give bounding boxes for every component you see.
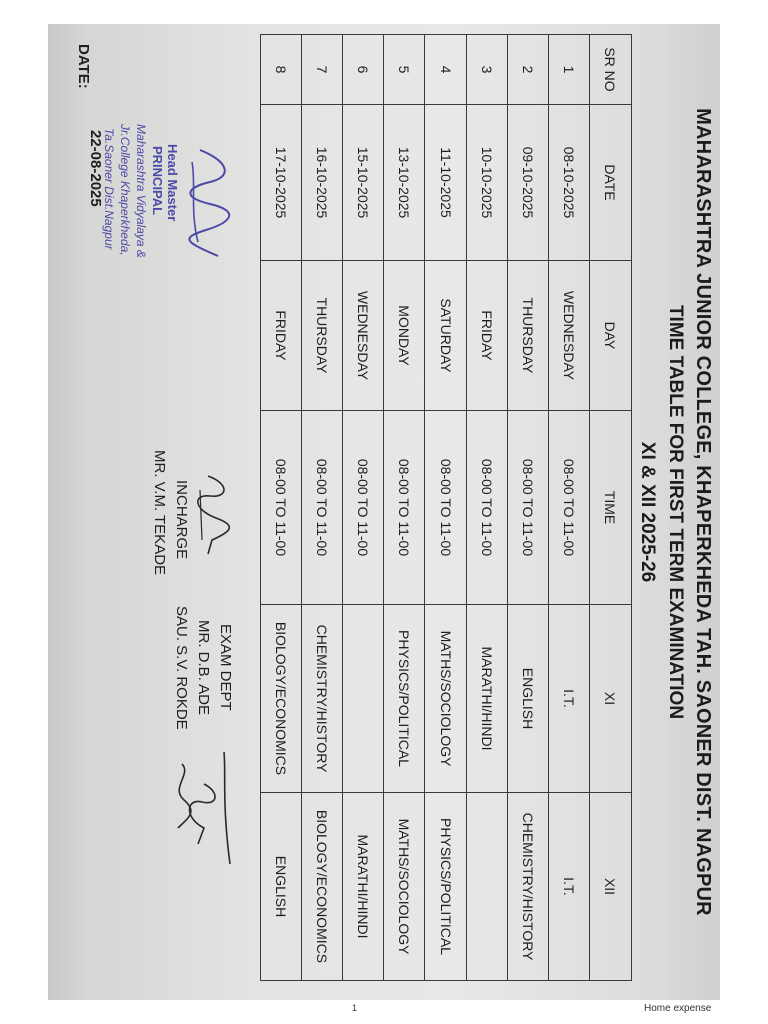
- cell-sr: 4: [425, 35, 466, 105]
- cell-sr: 5: [384, 35, 425, 105]
- stamp-line-head-master: Head Master: [165, 144, 180, 222]
- cell-xii: CHEMISTRY/HISTORY: [507, 793, 548, 981]
- cell-xi: PHYSICS/POLITICAL: [384, 605, 425, 793]
- cell-date: 08-10-2025: [548, 105, 589, 261]
- session-title: XI & XII 2025-26: [637, 441, 658, 583]
- cell-xii: MARATHI/HINDI: [343, 793, 384, 981]
- col-header-xii: XII: [590, 793, 632, 981]
- stamp-line-principal: PRINCIPAL: [150, 146, 165, 216]
- cell-xi: CHEMISTRY/HISTORY: [302, 605, 343, 793]
- cell-time: 08-00 TO 11-00: [302, 411, 343, 605]
- cell-day: MONDAY: [384, 261, 425, 411]
- col-header-sr-no: SR NO: [590, 35, 632, 105]
- col-header-date: DATE: [590, 105, 632, 261]
- col-header-time: TIME: [590, 411, 632, 605]
- cell-day: FRIDAY: [466, 261, 507, 411]
- cell-sr: 1: [548, 35, 589, 105]
- date-label: DATE:: [75, 44, 92, 89]
- cell-date: 13-10-2025: [384, 105, 425, 261]
- cell-date: 09-10-2025: [507, 105, 548, 261]
- exam-name-rokde: SAU. S.V. ROKDE: [173, 606, 190, 730]
- cell-xii: BIOLOGY/ECONOMICS: [302, 793, 343, 981]
- principal-signature: [170, 142, 240, 262]
- cell-time: 08-00 TO 11-00: [384, 411, 425, 605]
- cell-date: 16-10-2025: [302, 105, 343, 261]
- cell-sr: 3: [466, 35, 507, 105]
- cell-xii: I.T.: [548, 793, 589, 981]
- cell-time: 08-00 TO 11-00: [343, 411, 384, 605]
- cell-xi: I.T.: [548, 605, 589, 793]
- cell-xi: MATHS/SOCIOLOGY: [425, 605, 466, 793]
- col-header-xi: XI: [590, 605, 632, 793]
- incharge-signature: [188, 470, 238, 560]
- cell-xii: MATHS/SOCIOLOGY: [384, 793, 425, 981]
- exam-dept-signature: [164, 744, 244, 874]
- table-row: [261, 35, 302, 981]
- cell-sr: 2: [507, 35, 548, 105]
- exam-dept-label: EXAM DEPT: [217, 624, 234, 711]
- cell-xi: BIOLOGY/ECONOMICS: [261, 605, 302, 793]
- cell-date: 10-10-2025: [466, 105, 507, 261]
- table-row: [384, 35, 425, 981]
- cell-day: WEDNESDAY: [343, 261, 384, 411]
- college-heading: MAHARASHTRA JUNIOR COLLEGE, KHAPERKHEDA TAH. SAONER DIST. NAGPUR: [692, 108, 714, 916]
- cell-date: 15-10-2025: [343, 105, 384, 261]
- table-row: [302, 35, 343, 981]
- col-header-day: DAY: [590, 261, 632, 411]
- cell-xi: [343, 605, 384, 793]
- cell-day: THURSDAY: [302, 261, 343, 411]
- scanned-page-photo: [48, 24, 720, 1000]
- table-row: [548, 35, 589, 981]
- stamp-line-address: Ta.Saoner Dist.Nagpur: [102, 128, 116, 250]
- page-number: 1: [352, 1003, 358, 1013]
- cell-time: 08-00 TO 11-00: [507, 411, 548, 605]
- cell-xii: PHYSICS/POLITICAL: [425, 793, 466, 981]
- stamp-line-school: Maharashtra Vidyalaya &: [134, 124, 148, 258]
- cell-date: 11-10-2025: [425, 105, 466, 261]
- table-row: [466, 35, 507, 981]
- table-row: [343, 35, 384, 981]
- exam-timetable: [260, 34, 632, 981]
- cell-xii: [466, 793, 507, 981]
- incharge-name: MR. V.M. TEKADE: [151, 450, 168, 576]
- cell-sr: 6: [343, 35, 384, 105]
- cell-date: 17-10-2025: [261, 105, 302, 261]
- incharge-label: INCHARGE: [173, 480, 190, 560]
- timetable-sheet: [48, 24, 720, 1000]
- cell-xii: ENGLISH: [261, 793, 302, 981]
- cell-day: WEDNESDAY: [548, 261, 589, 411]
- table-row: [507, 35, 548, 981]
- exam-name-ade: MR. D.B. ADE: [195, 620, 212, 716]
- table-row: [425, 35, 466, 981]
- cell-sr: 8: [261, 35, 302, 105]
- date-value: 22-08-2025: [87, 130, 104, 207]
- cell-day: THURSDAY: [507, 261, 548, 411]
- cell-day: SATURDAY: [425, 261, 466, 411]
- cell-time: 08-00 TO 11-00: [466, 411, 507, 605]
- cell-xi: MARATHI/HINDI: [466, 605, 507, 793]
- cell-day: FRIDAY: [261, 261, 302, 411]
- cell-time: 08-00 TO 11-00: [261, 411, 302, 605]
- timetable-title: TIME TABLE FOR FIRST TERM EXAMINATION: [665, 304, 686, 720]
- cell-time: 08-00 TO 11-00: [425, 411, 466, 605]
- cell-sr: 7: [302, 35, 343, 105]
- footer-note: Home expense: [644, 1003, 712, 1014]
- stamp-line-college: Jr.College Khaperkheda,: [118, 124, 132, 256]
- cell-xi: ENGLISH: [507, 605, 548, 793]
- table-header-row: [590, 35, 632, 981]
- cell-time: 08-00 TO 11-00: [548, 411, 589, 605]
